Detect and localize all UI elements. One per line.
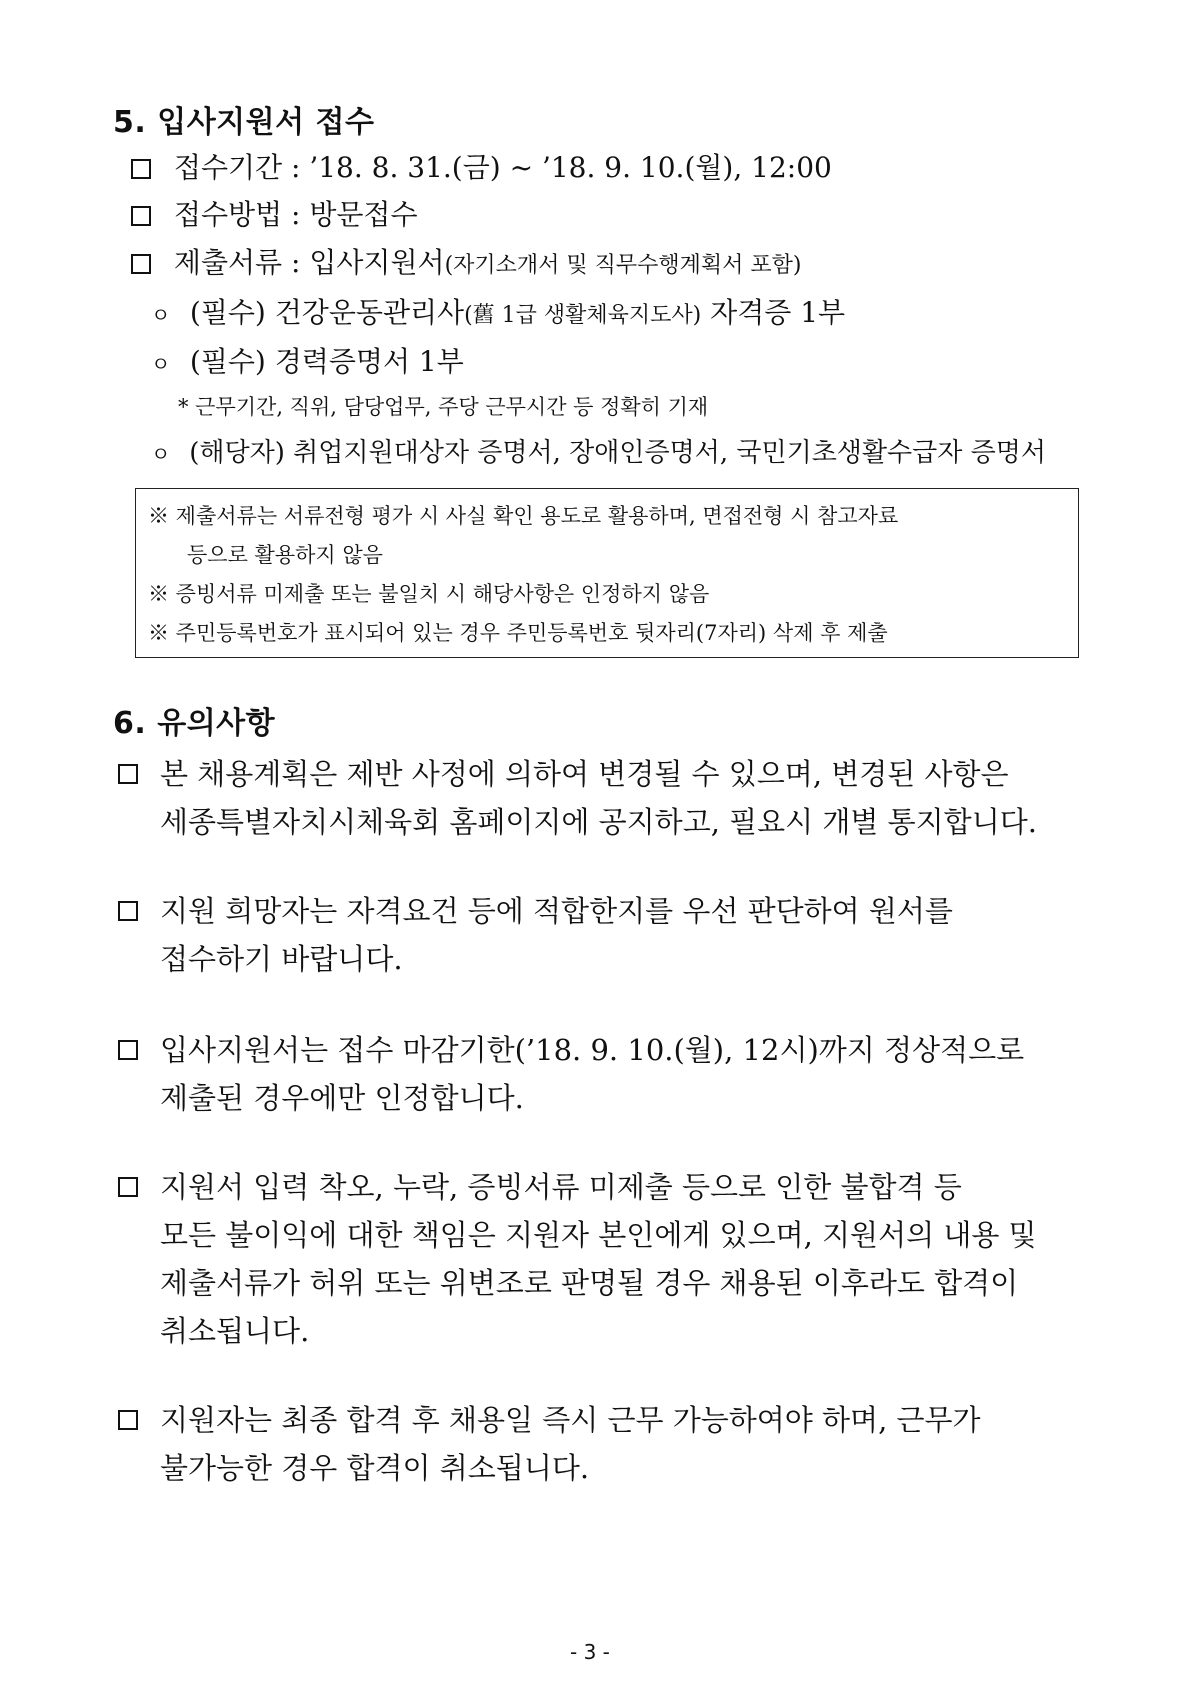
career-note: * 근무기간, 직위, 담당업무, 주당 근무시간 등 정확히 기재 bbox=[178, 395, 709, 419]
notice-line: ※ 증빙서류 미제출 또는 불일치 시 해당사항은 인정하지 않음 bbox=[148, 582, 710, 606]
notice-paragraph-line: 접수하기 바랍니다. bbox=[160, 942, 403, 976]
checkbox-square-icon bbox=[131, 206, 151, 226]
notice-paragraph-line: 지원자는 최종 합격 후 채용일 즉시 근무 가능하여야 하며, 근무가 bbox=[160, 1403, 981, 1437]
notice-line: ※ 주민등록번호가 표시되어 있는 경우 주민등록번호 뒷자리(7자리) 삭제 후 제출 bbox=[148, 621, 888, 645]
optional-docs-text: (해당자) 취업지원대상자 증명서, 장애인증명서, 국민기초생활수급자 증명서 bbox=[189, 438, 1047, 468]
notice-paragraph-line: 제출된 경우에만 인정합니다. bbox=[160, 1081, 524, 1115]
notice-paragraph-line: 세종특별자치시체육회 홈페이지에 공지하고, 필요시 개별 통지합니다. bbox=[160, 805, 1037, 839]
checkbox-square-icon bbox=[118, 1177, 138, 1197]
required-career-text: (필수) 경력증명서 1부 bbox=[189, 345, 464, 378]
circle-bullet-icon: ㅇ bbox=[151, 442, 171, 466]
apply-period-text: 접수기간 : ’18. 8. 31.(금) ~ ’18. 9. 10.(월), 12:00 bbox=[173, 151, 832, 184]
apply-method-item bbox=[131, 193, 418, 233]
apply-period-item bbox=[131, 146, 832, 186]
apply-method-text: 접수방법 : 방문접수 bbox=[173, 198, 418, 231]
circle-bullet-icon: ㅇ bbox=[151, 303, 171, 327]
notice-paragraph-line: 모든 불이익에 대한 책임은 지원자 본인에게 있으며, 지원서의 내용 및 bbox=[160, 1218, 1037, 1252]
checkbox-square-icon bbox=[118, 1040, 138, 1060]
required-license-end: 자격증 1부 bbox=[701, 296, 846, 329]
checkbox-square-icon bbox=[118, 1410, 138, 1430]
checkbox-square-icon bbox=[131, 159, 151, 179]
section-6-heading: 6. 유의사항 bbox=[113, 706, 276, 741]
checkbox-square-icon bbox=[118, 901, 138, 921]
required-license-item bbox=[151, 291, 845, 331]
required-license-note: (舊 1급 생활체육지도사) bbox=[464, 303, 702, 328]
notice-paragraph-line: 지원서 입력 착오, 누락, 증빙서류 미제출 등으로 인한 불합격 등 bbox=[160, 1170, 962, 1204]
submit-docs-item bbox=[131, 241, 802, 281]
notice-line: ※ 제출서류는 서류전형 평가 시 사실 확인 용도로 활용하며, 면접전형 시 참고자료 bbox=[148, 504, 899, 528]
page-number: - 3 - bbox=[570, 1640, 610, 1664]
notice-paragraph-line: 입사지원서는 접수 마감기한(’18. 9. 10.(월), 12시)까지 정상적으로 bbox=[160, 1033, 1025, 1067]
circle-bullet-icon: ㅇ bbox=[151, 352, 171, 376]
required-license-text: (필수) 건강운동관리사 bbox=[189, 296, 465, 329]
submit-docs-label: 제출서류 : 입사지원서 bbox=[173, 246, 445, 279]
checkbox-square-icon bbox=[118, 764, 138, 784]
submit-docs-detail: (자기소개서 및 직무수행계획서 포함) bbox=[444, 253, 802, 278]
notice-paragraph-line: 본 채용계획은 제반 사정에 의하여 변경될 수 있으며, 변경된 사항은 bbox=[160, 757, 1009, 791]
section-5-heading: 5. 입사지원서 접수 bbox=[113, 105, 375, 140]
notice-paragraph-line: 제출서류가 허위 또는 위변조로 판명될 경우 채용된 이후라도 합격이 bbox=[160, 1266, 1019, 1300]
notice-paragraph-line: 지원 희망자는 자격요건 등에 적합한지를 우선 판단하여 원서를 bbox=[160, 894, 953, 928]
required-career-item bbox=[151, 340, 464, 380]
notice-line: 등으로 활용하지 않음 bbox=[187, 543, 383, 567]
optional-docs-item bbox=[151, 432, 1046, 469]
notice-paragraph-line: 불가능한 경우 합격이 취소됩니다. bbox=[160, 1451, 590, 1485]
checkbox-square-icon bbox=[131, 254, 151, 274]
notice-paragraph-line: 취소됩니다. bbox=[160, 1314, 310, 1348]
